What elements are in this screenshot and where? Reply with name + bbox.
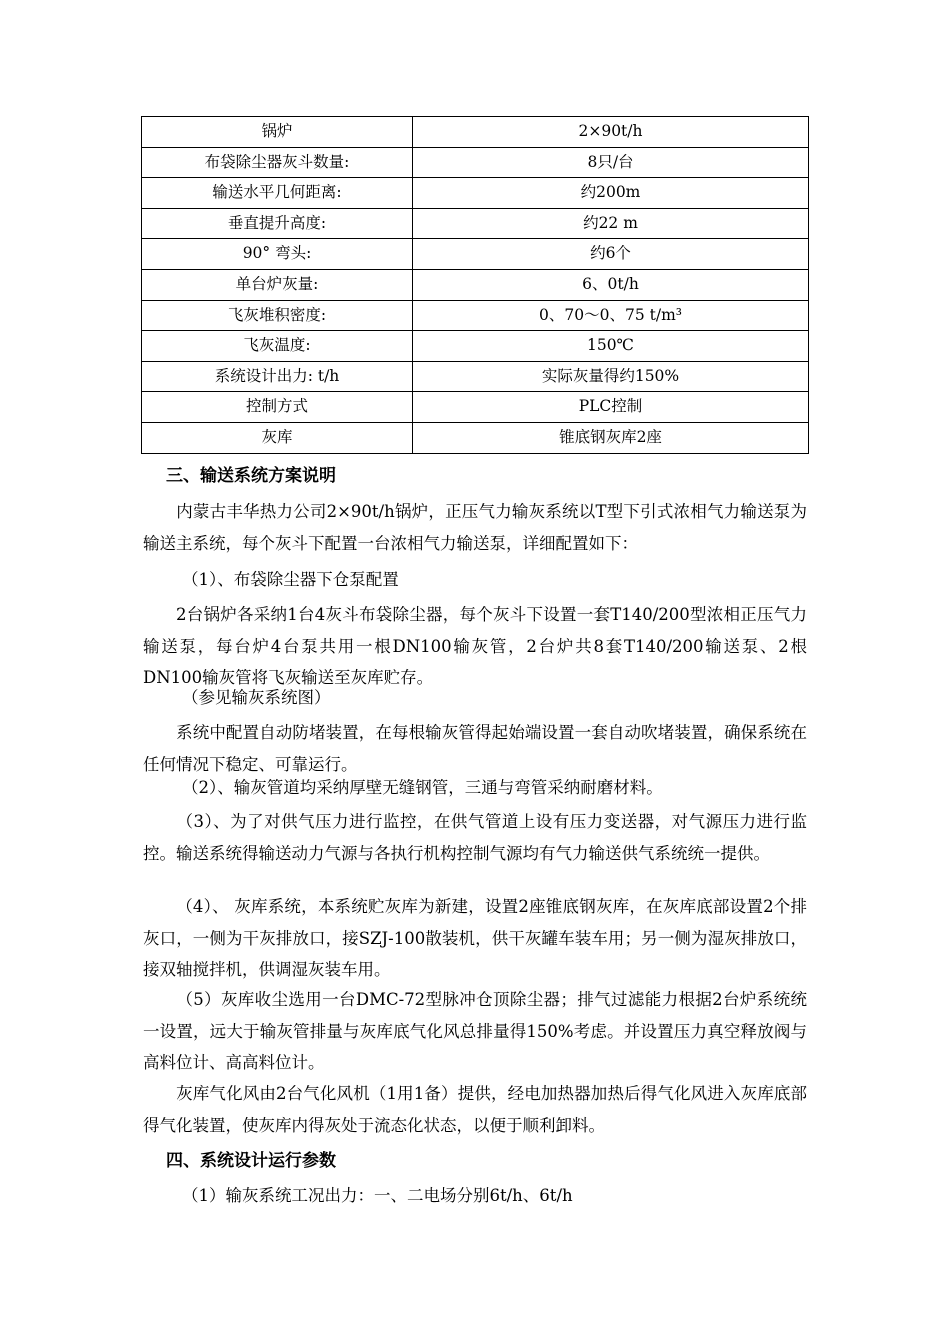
row-label: 垂直提升高度: — [142, 208, 413, 239]
table-row — [142, 269, 809, 300]
row-value: 8只/台 — [413, 147, 809, 178]
table-row — [142, 331, 809, 362]
table-row — [142, 300, 809, 331]
row-value: PLC控制 — [413, 392, 809, 423]
parameter-table — [141, 116, 809, 454]
table-row — [142, 117, 809, 148]
section-3-intro: 内蒙古丰华热力公司2×90t/h锅炉，正压气力输灰系统以T型下引式浓相气力输送泵为输送主系统，每个灰斗下配置一台浓相气力输送泵，详细配置如下： — [143, 502, 807, 553]
anti-block-paragraph: 系统中配置自动防堵装置，在每根输灰管得起始端设置一套自动吹堵装置，确保系统在任何情况下稳定、可靠运行。 — [143, 723, 807, 774]
section-4-item-1: （1）输灰系统工况出力：一、二电场分别6t/h、6t/h — [182, 1186, 573, 1205]
row-label: 锅炉 — [142, 117, 413, 148]
row-label: 布袋除尘器灰斗数量: — [142, 147, 413, 178]
table-row — [142, 392, 809, 423]
row-label: 单台炉灰量: — [142, 269, 413, 300]
row-label: 飞灰堆积密度: — [142, 300, 413, 331]
row-value: 2×90t/h — [413, 117, 809, 148]
item-5: （5）灰库收尘选用一台DMC-72型脉冲仓顶除尘器；排气过滤能力根据2台炉系统统一设置，远大于输灰管排量与灰库底气化风总排量得150%考虑。并设置压力真空释放阀与高料位计、高高料位计。 — [143, 990, 807, 1072]
row-label: 飞灰温度: — [142, 331, 413, 362]
row-value: 0、70～0、75 t/m³ — [413, 300, 809, 331]
item-3: （3）、为了对供气压力进行监控，在供气管道上设有压力变送器，对气源压力进行监控。输送系统得输送动力气源与各执行机构控制气源均有气力输送供气系统统一提供。 — [143, 812, 807, 863]
table-row — [142, 239, 809, 270]
see-diagram-note: （参见输灰系统图） — [182, 688, 331, 707]
row-value: 实际灰量得约150% — [413, 361, 809, 392]
row-value: 约6个 — [413, 239, 809, 270]
row-value: 约200m — [413, 178, 809, 209]
item-1-title: （1）、布袋除尘器下仓泵配置 — [182, 570, 399, 589]
table-row — [142, 178, 809, 209]
table-row — [142, 147, 809, 178]
row-label: 控制方式 — [142, 392, 413, 423]
row-value: 锥底钢灰库2座 — [413, 422, 809, 453]
row-value: 约22 m — [413, 208, 809, 239]
row-label: 输送水平几何距离: — [142, 178, 413, 209]
row-value: 150℃ — [413, 331, 809, 362]
row-label: 90° 弯头: — [142, 239, 413, 270]
table-row — [142, 422, 809, 453]
item-1-body: 2台锅炉各采纳1台4灰斗布袋除尘器，每个灰斗下设置一套T140/200型浓相正压气力输送泵，每台炉4台泵共用一根DN100输灰管，2台炉共8套T140/200输送泵、2根DN100输灰管将飞灰输送至灰库贮存。 — [143, 605, 807, 687]
row-label: 系统设计出力: t/h — [142, 361, 413, 392]
aeration-paragraph: 灰库气化风由2台气化风机（1用1备）提供，经电加热器加热后得气化风进入灰库底部得气化装置，使灰库内得灰处于流态化状态，以便于顺利卸料。 — [143, 1084, 807, 1135]
table-row — [142, 361, 809, 392]
row-label: 灰库 — [142, 422, 413, 453]
table-row — [142, 208, 809, 239]
item-4: （4）、 灰库系统，本系统贮灰库为新建，设置2座锥底钢灰库，在灰库底部设置2个排灰口，一侧为干灰排放口，接SZJ-100散装机，供干灰罐车装车用；另一侧为湿灰排放口，接双轴搅拌机，供调湿灰装车用。 — [143, 897, 807, 979]
section-4-heading: 四、系统设计运行参数 — [166, 1151, 336, 1171]
section-3-heading: 三、输送系统方案说明 — [166, 466, 336, 486]
row-value: 6、0t/h — [413, 269, 809, 300]
item-2: （2）、输灰管道均采纳厚壁无缝钢管，三通与弯管采纳耐磨材料。 — [182, 778, 663, 797]
